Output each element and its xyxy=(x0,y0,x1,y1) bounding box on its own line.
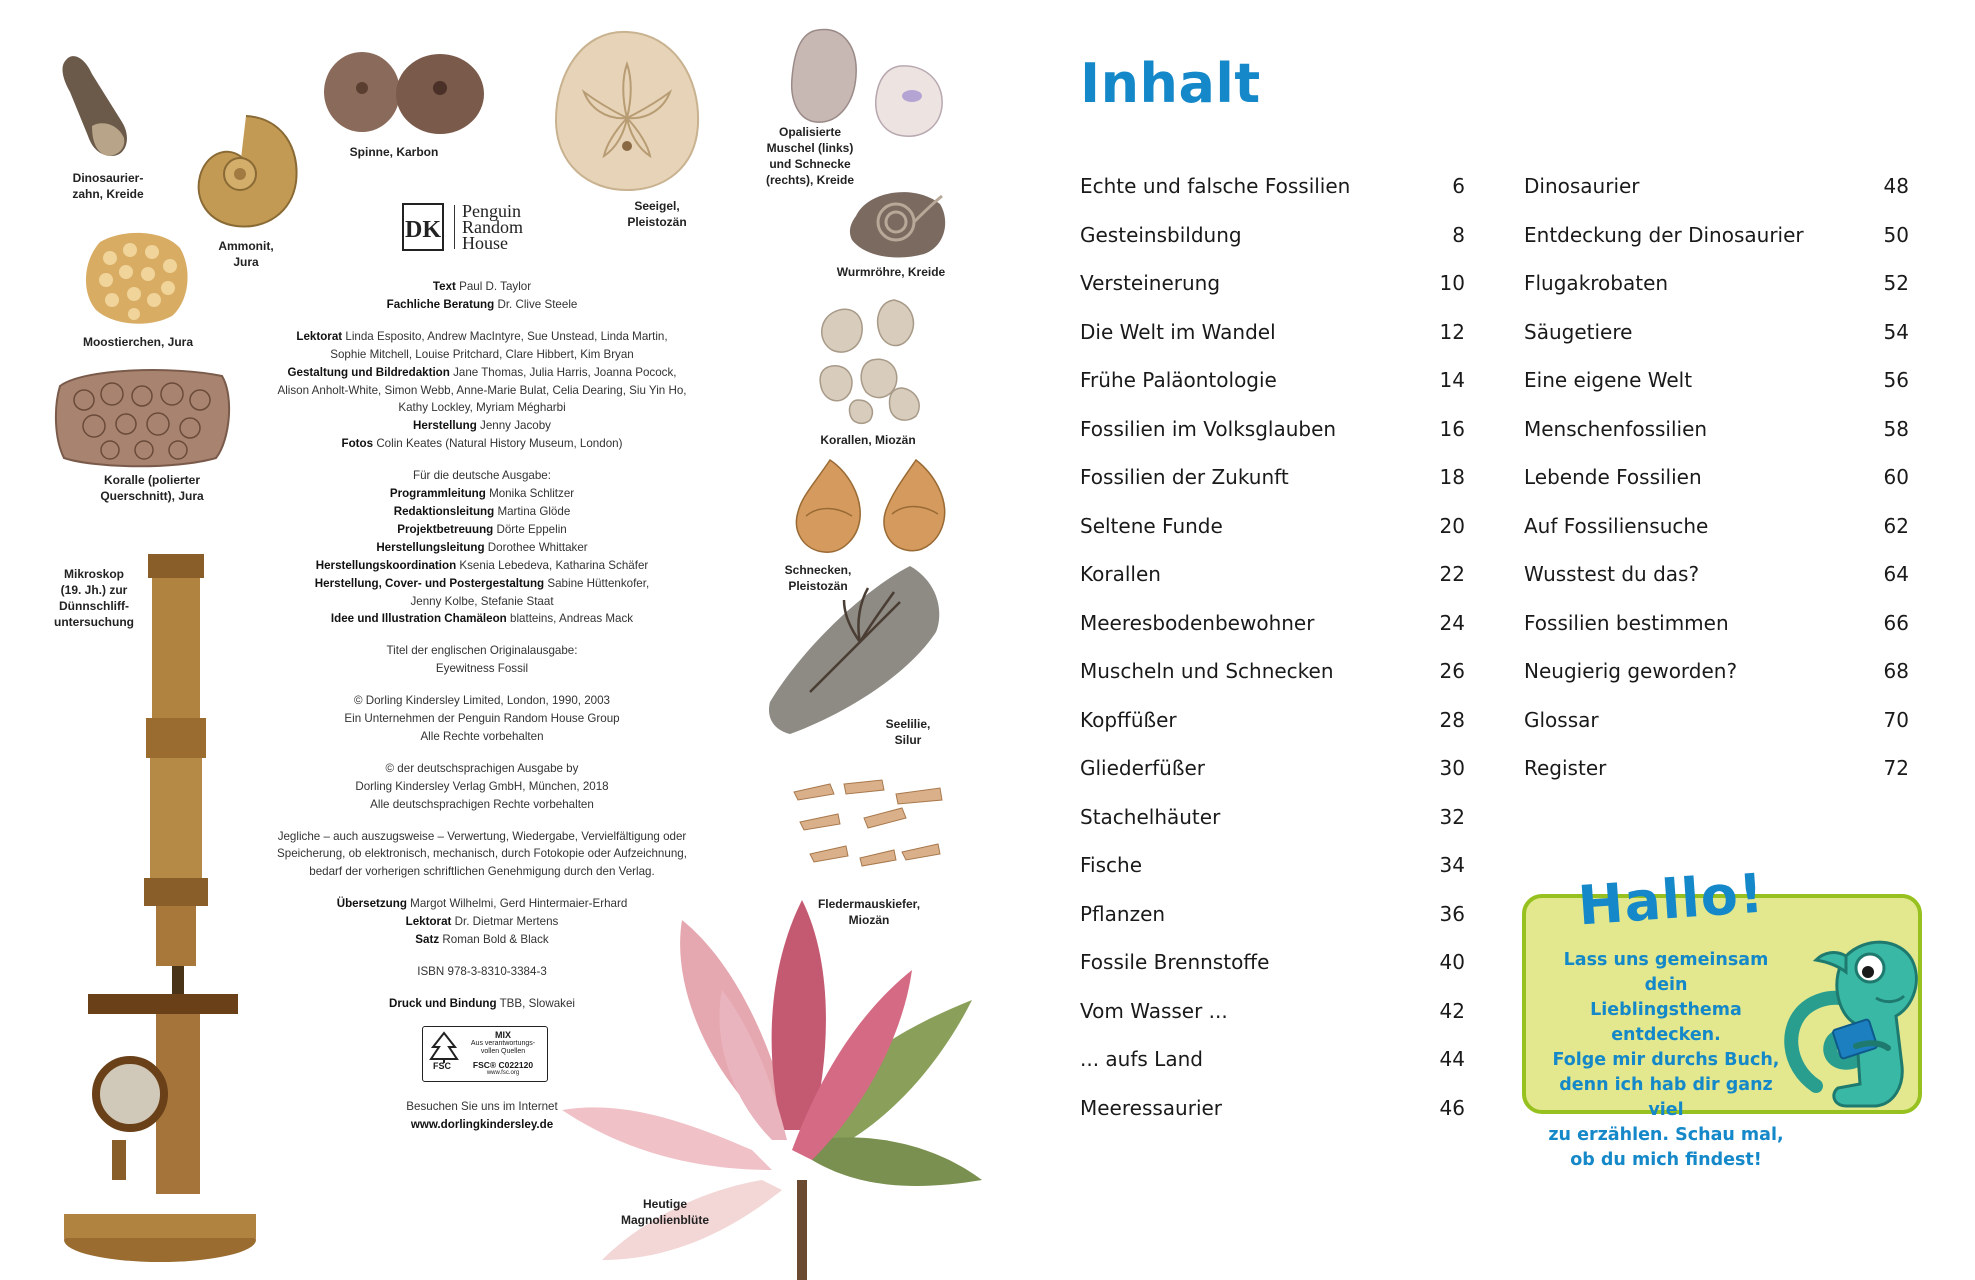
credit-label: Idee und Illustration Chamäleon xyxy=(330,612,507,626)
credit-value: Kathy Lockley, Myriam Mégharbi xyxy=(398,401,566,415)
legal-line: Jegliche – auch auszugsweise – Verwertung, Wiedergabe, Vervielfältigung oder xyxy=(277,829,687,843)
website-url[interactable]: www.dorlingkindersley.de xyxy=(410,1117,554,1131)
toc-entry-page: 60 xyxy=(1883,465,1909,489)
credit-label: Herstellung, Cover- und Postergestaltung xyxy=(314,576,545,590)
toc-entry-page: 6 xyxy=(1452,174,1465,198)
opal-shells-caption: Opalisierte Muschel (links) und Schnecke (rechts), Kreide xyxy=(765,125,855,187)
worm-tube-image xyxy=(846,182,950,260)
dk-logo-icon xyxy=(402,203,444,251)
toc-column-2 xyxy=(1524,162,1909,793)
publisher-line-2: Random xyxy=(462,217,523,237)
toc-entry-title: Fossilien der Zukunft xyxy=(1080,465,1289,489)
credit-value: Ksenia Lebedeva, Katharina Schäfer xyxy=(459,558,649,572)
moss-animal-image xyxy=(80,228,192,326)
toc-entry-page: 32 xyxy=(1439,804,1465,829)
toc-entry[interactable] xyxy=(1080,696,1465,745)
dinosaur-tooth-caption: Dinosaurier- zahn, Kreide xyxy=(72,171,144,201)
toc-entry-title: Lebende Fossilien xyxy=(1524,465,1702,489)
toc-entry-title: Register xyxy=(1524,756,1607,780)
worm-tube-caption: Wurmröhre, Kreide xyxy=(836,265,946,279)
fsc-label: FSC xyxy=(433,1061,451,1071)
credit-label: Projektbetreuung xyxy=(397,522,494,536)
credit-value: Jenny Jacoby xyxy=(480,419,551,433)
microscope-image xyxy=(60,554,260,1266)
publisher-logo xyxy=(402,203,562,253)
toc-entry-page: 72 xyxy=(1883,756,1909,780)
toc-entry-page: 26 xyxy=(1439,659,1465,683)
logo-divider xyxy=(454,205,455,249)
toc-entry-title: Vom Wasser ... xyxy=(1080,998,1228,1023)
credit-label: Fotos xyxy=(341,437,374,451)
fsc-code: FSC® C022120 xyxy=(472,1059,534,1070)
credit-value: Margot Wilhelmi, Gerd Hintermaier-Erhard xyxy=(410,897,628,911)
credit-label: Herstellungskoordination xyxy=(315,558,457,572)
toc-entry-title: ... aufs Land xyxy=(1080,1047,1203,1071)
toc-entry[interactable] xyxy=(1524,599,1909,648)
toc-entry-page: 58 xyxy=(1883,416,1909,441)
copyright-line: Alle Rechte vorbehalten xyxy=(420,729,544,743)
publisher-name xyxy=(462,203,523,251)
opal-shells-image xyxy=(788,26,950,140)
toc-entry-page: 62 xyxy=(1883,513,1909,538)
toc-entry-page: 68 xyxy=(1883,659,1909,683)
toc-entry[interactable] xyxy=(1080,987,1465,1036)
toc-entry-page: 64 xyxy=(1883,562,1909,586)
toc-entry-title: Glossar xyxy=(1524,707,1599,732)
toc-entry-title: Säugetiere xyxy=(1524,319,1633,344)
credit-value: Alison Anholt-White, Simon Webb, Anne-Marie Bulat, Celia Dearing, Siu Yin Ho, xyxy=(277,383,687,397)
toc-entry-page: 10 xyxy=(1439,271,1465,295)
toc-entry-title: Gesteinsbildung xyxy=(1080,222,1242,247)
fsc-badge xyxy=(422,1026,548,1082)
credit-value: Jenny Kolbe, Stefanie Staat xyxy=(410,594,554,608)
toc-entry[interactable] xyxy=(1524,356,1909,405)
toc-entry-page: 66 xyxy=(1883,610,1909,635)
coral-section-caption: Koralle (polierter Querschnitt), Jura xyxy=(100,473,204,503)
toc-entry-title: Meeressaurier xyxy=(1080,1095,1223,1120)
fsc-mix: MIX xyxy=(494,1030,511,1040)
fsc-line: vollen Quellen xyxy=(480,1048,526,1055)
bat-jaws-image xyxy=(790,778,946,878)
toc-entry[interactable] xyxy=(1080,938,1465,987)
toc-entry[interactable] xyxy=(1080,793,1465,842)
toc-entry-page: 70 xyxy=(1883,707,1909,732)
toc-entry-title: Muscheln und Schnecken xyxy=(1080,659,1334,683)
toc-entry[interactable] xyxy=(1080,308,1465,357)
credit-value: Dr. Clive Steele xyxy=(497,297,578,311)
toc-entry-title: Stachelhäuter xyxy=(1080,804,1221,829)
toc-entry[interactable] xyxy=(1080,453,1465,502)
toc-entry-title: Echte und falsche Fossilien xyxy=(1080,174,1351,198)
toc-entry-title: Entdeckung der Dinosaurier xyxy=(1524,222,1804,247)
credit-value: Jane Thomas, Julia Harris, Joanna Pocock, xyxy=(453,365,677,379)
toc-entry[interactable] xyxy=(1080,550,1465,599)
credit-value: Roman Bold & Black xyxy=(442,933,549,947)
toc-entry-page: 50 xyxy=(1883,222,1909,247)
credit-label: Herstellungsleitung xyxy=(376,540,485,554)
toc-entry-title: Dinosaurier xyxy=(1524,174,1640,198)
toc-entry-page: 22 xyxy=(1439,562,1465,586)
toc-entry[interactable] xyxy=(1524,550,1909,599)
chameleon-mascot-icon xyxy=(1776,916,1924,1112)
microscope-caption: Mikroskop (19. Jh.) zur Dünnschliff- untersuchung xyxy=(54,567,134,629)
toc-entry-title: Korallen xyxy=(1080,562,1161,586)
website-label: Besuchen Sie uns im Internet xyxy=(406,1100,558,1113)
toc-entry-title: Menschenfossilien xyxy=(1524,416,1708,441)
toc-entry[interactable] xyxy=(1524,405,1909,454)
toc-entry[interactable] xyxy=(1524,259,1909,308)
hallo-text: Lass uns gemeinsam dein Lieblingsthema entdecken. Folge mir durchs Buch, denn ich hab dir ganz viel zu erzählen. Schau mal, ob du mich findest! xyxy=(1548,950,1784,1170)
toc-entry-title: Gliederfüßer xyxy=(1080,756,1205,780)
legal-line: Speicherung, ob elektronisch, mechanisch, durch Fotokopie oder Aufzeichnung, xyxy=(277,847,687,861)
copyright-line: © Dorling Kindersley Limited, London, 1990, 2003 xyxy=(353,694,611,708)
copyright-line: © der deutschsprachigen Ausgabe by xyxy=(385,761,579,775)
coral-section-image xyxy=(54,366,234,468)
toc-entry-title: Pflanzen xyxy=(1080,901,1166,926)
sea-lily-caption: Seelilie, Silur xyxy=(885,717,931,747)
toc-entry-title: Frühe Paläontologie xyxy=(1080,368,1277,392)
toc-entry[interactable] xyxy=(1080,211,1465,260)
toc-entry-page: 18 xyxy=(1439,465,1465,489)
toc-entry[interactable] xyxy=(1524,308,1909,357)
publisher-line-3: House xyxy=(462,233,508,253)
toc-entry[interactable] xyxy=(1524,211,1909,260)
snails-image xyxy=(784,456,950,558)
magnolia-caption: Heutige Magnolienblüte xyxy=(621,1197,709,1227)
fsc-line: Aus verantwortungs- xyxy=(470,1039,536,1047)
toc-entry[interactable] xyxy=(1080,502,1465,551)
bat-jaws-caption: Fledermauskiefer, Miozän xyxy=(817,897,921,927)
toc-entry-title: Versteinerung xyxy=(1080,271,1221,295)
toc-entry[interactable] xyxy=(1080,405,1465,454)
moss-animal-caption: Moostierchen, Jura xyxy=(82,335,194,349)
copyright-line: Alle deutschsprachigen Rechte vorbehalten xyxy=(370,797,594,811)
toc-entry-page: 48 xyxy=(1883,174,1909,198)
page-title: Inhalt xyxy=(1080,52,1261,115)
german-edition-heading: Für die deutsche Ausgabe: xyxy=(413,469,551,483)
toc-entry-page: 54 xyxy=(1883,319,1909,344)
toc-entry[interactable] xyxy=(1524,744,1909,793)
ammonite-caption: Ammonit, Jura xyxy=(218,239,274,269)
sea-lily-image xyxy=(760,562,944,736)
toc-entry-title: Fossile Brennstoffe xyxy=(1080,950,1270,974)
toc-entry-page: 16 xyxy=(1439,416,1465,441)
toc-entry-page: 34 xyxy=(1439,853,1465,877)
toc-entry[interactable] xyxy=(1080,162,1465,211)
credit-label: Lektorat xyxy=(296,329,343,343)
legal-line: bedarf der vorherigen schriftlichen Genehmigung durch den Verlag. xyxy=(309,865,655,879)
credit-label: Druck und Bindung xyxy=(389,996,497,1010)
toc-entry-page: 28 xyxy=(1439,707,1465,732)
toc-entry[interactable] xyxy=(1524,502,1909,551)
website-note xyxy=(362,1098,602,1134)
credit-value: Martina Glöde xyxy=(497,504,571,518)
toc-entry-page: 20 xyxy=(1439,513,1465,538)
credit-value: Linda Esposito, Andrew MacIntyre, Sue Unstead, Linda Martin, xyxy=(345,329,668,343)
dinosaur-tooth-image xyxy=(52,52,144,162)
toc-entry[interactable] xyxy=(1524,696,1909,745)
corals-miocene-image xyxy=(806,294,930,426)
hallo-title: Hallo! xyxy=(1576,861,1767,938)
toc-entry-title: Fossilien im Volksglauben xyxy=(1080,416,1337,441)
toc-entry-page: 56 xyxy=(1883,368,1909,392)
toc-column-1 xyxy=(1080,162,1465,1132)
credit-label: Satz xyxy=(415,933,440,947)
original-title-label: Titel der englischen Originalausgabe: xyxy=(386,644,578,658)
toc-entry-page: 46 xyxy=(1439,1095,1465,1120)
credit-value: Monika Schlitzer xyxy=(489,487,575,501)
publisher-line-1: Penguin xyxy=(462,201,522,221)
credit-label: Gestaltung und Bildredaktion xyxy=(287,365,450,379)
credit-value: Dorothee Whittaker xyxy=(487,540,588,554)
toc-entry-title: Fische xyxy=(1080,853,1143,877)
ammonite-image xyxy=(186,112,302,232)
toc-entry-title: Die Welt im Wandel xyxy=(1080,319,1276,344)
toc-entry[interactable] xyxy=(1080,259,1465,308)
toc-entry[interactable] xyxy=(1080,599,1465,648)
credit-label: Herstellung xyxy=(413,419,477,433)
toc-entry-title: Wusstest du das? xyxy=(1524,562,1700,586)
toc-entry-page: 30 xyxy=(1439,756,1465,780)
credit-label: Fachliche Beratung xyxy=(386,297,495,311)
toc-entry[interactable] xyxy=(1080,841,1465,890)
toc-entry-page: 12 xyxy=(1439,319,1465,344)
corals-miocene-caption: Korallen, Miozän xyxy=(820,433,916,447)
toc-entry-page: 8 xyxy=(1452,222,1465,247)
isbn: ISBN 978-3-8310-3384-3 xyxy=(417,965,547,978)
spider-caption: Spinne, Karbon xyxy=(349,145,439,159)
toc-entry-title: Auf Fossiliensuche xyxy=(1524,513,1709,538)
toc-entry[interactable] xyxy=(1524,162,1909,211)
credit-label: Lektorat xyxy=(405,915,452,929)
copyright-line: Ein Unternehmen der Penguin Random House Group xyxy=(344,712,620,726)
sea-urchin-image xyxy=(552,28,702,194)
toc-entry[interactable] xyxy=(1080,1035,1465,1084)
toc-entry[interactable] xyxy=(1080,647,1465,696)
credit-value: Sabine Hüttenkofer, xyxy=(547,576,650,590)
toc-entry-page: 44 xyxy=(1439,1047,1465,1071)
svg-text:DK: DK xyxy=(405,217,441,243)
toc-entry-title: Seltene Funde xyxy=(1080,513,1223,538)
toc-entry-page: 24 xyxy=(1439,610,1465,635)
credit-label: Redaktionsleitung xyxy=(393,504,495,518)
credit-value: Dörte Eppelin xyxy=(496,522,567,536)
toc-entry[interactable] xyxy=(1524,647,1909,696)
credit-label: Übersetzung xyxy=(336,897,407,911)
copyright-line: Dorling Kindersley Verlag GmbH, München, 2018 xyxy=(355,779,609,793)
toc-entry-title: Kopffüßer xyxy=(1080,707,1177,732)
toc-entry[interactable] xyxy=(1080,890,1465,939)
credit-value: Sophie Mitchell, Louise Pritchard, Clare Hibbert, Kim Bryan xyxy=(330,347,634,361)
toc-entry[interactable] xyxy=(1080,356,1465,405)
credit-value: Paul D. Taylor xyxy=(459,280,532,293)
snails-caption: Schnecken, Pleistozän xyxy=(784,563,852,593)
sea-urchin-caption: Seeigel, Pleistozän xyxy=(627,199,687,229)
spider-fossil-image xyxy=(322,48,486,138)
toc-entry[interactable] xyxy=(1524,453,1909,502)
toc-entry-page: 40 xyxy=(1439,950,1465,974)
credit-value: blatteins, Andreas Mack xyxy=(510,612,634,626)
fsc-text xyxy=(463,1031,543,1078)
toc-entry-title: Neugierig geworden? xyxy=(1524,659,1738,683)
imprint-credits xyxy=(262,278,702,1013)
toc-entry-title: Meeresbodenbewohner xyxy=(1080,610,1315,635)
credit-value: Dr. Dietmar Mertens xyxy=(454,915,559,929)
credit-label: Text xyxy=(432,280,456,293)
credit-value: Colin Keates (Natural History Museum, London) xyxy=(376,437,623,451)
fsc-site: www.fsc.org xyxy=(486,1070,520,1076)
toc-entry-title: Eine eigene Welt xyxy=(1524,368,1693,392)
credit-label: Programmleitung xyxy=(389,487,486,501)
toc-entry-page: 52 xyxy=(1883,271,1909,295)
toc-entry[interactable] xyxy=(1080,1084,1465,1133)
toc-entry[interactable] xyxy=(1080,744,1465,793)
toc-entry-title: Fossilien bestimmen xyxy=(1524,610,1729,635)
toc-entry-title: Flugakrobaten xyxy=(1524,271,1669,295)
toc-entry-page: 14 xyxy=(1439,368,1465,392)
toc-entry-page: 42 xyxy=(1439,998,1465,1023)
original-title-value: Eyewitness Fossil xyxy=(435,662,529,676)
credit-value: TBB, Slowakei xyxy=(499,996,575,1010)
toc-entry-page: 36 xyxy=(1439,901,1465,926)
